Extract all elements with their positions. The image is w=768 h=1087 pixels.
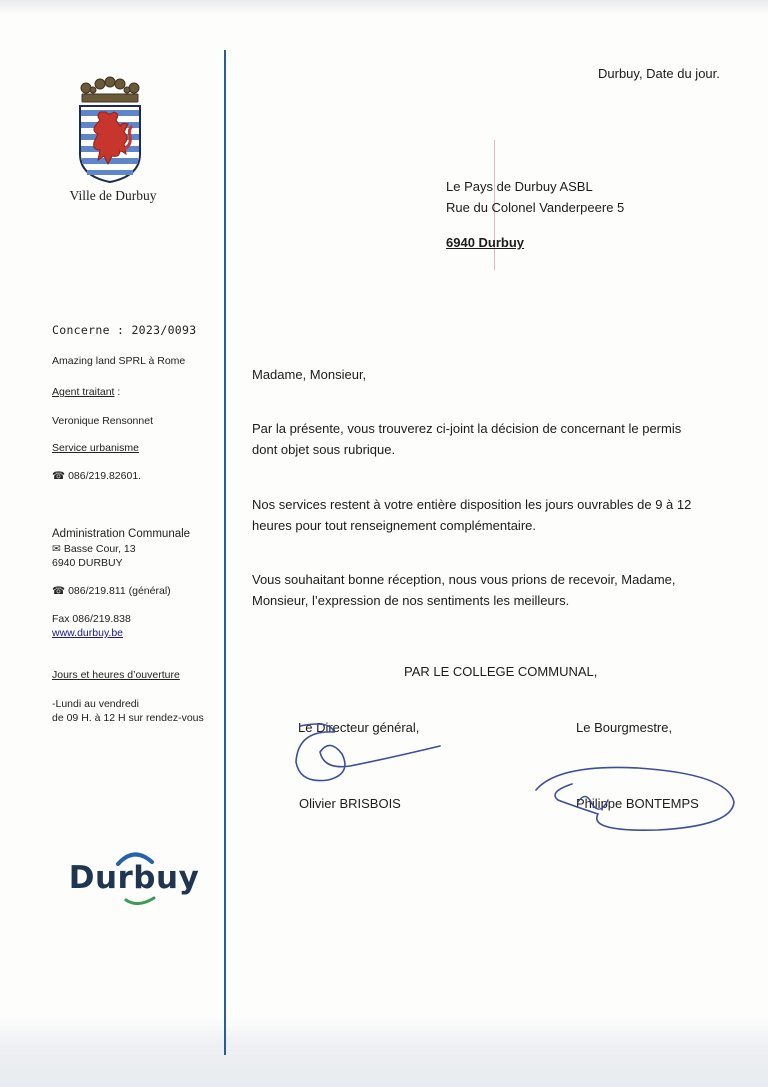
subject-line: Amazing land SPRL à Rome <box>52 355 186 367</box>
paragraph-3-line-1: Vous souhaitant bonne réception, nous vous prions de recevoir, Madame, <box>252 572 676 587</box>
coat-of-arms-icon <box>70 76 150 186</box>
website-link[interactable]: www.durbuy.be <box>52 627 124 639</box>
recipient-name: Le Pays de Durbuy ASBL <box>446 179 593 194</box>
agent-name: Veronique Rensonnet <box>52 415 153 427</box>
reference-number: Concerne : 2023/0093 <box>52 323 197 337</box>
agent-label: Agent traitant <box>52 386 115 398</box>
hours-title: Jours et heures d’ouverture <box>52 669 180 681</box>
paragraph-1 <box>252 418 681 460</box>
municipality-name: Ville de Durbuy <box>69 188 157 203</box>
salutation: Madame, Monsieur, <box>252 367 367 382</box>
service-phone: 086/219.82601. <box>68 470 142 482</box>
college-heading: PAR LE COLLEGE COMMUNAL, <box>404 664 598 679</box>
mayor-name: Philippe BONTEMPS <box>576 796 699 811</box>
scan-shadow-top <box>0 0 768 14</box>
admin-phone-row <box>52 585 171 597</box>
hours-line-1: -Lundi au vendredi <box>52 698 139 710</box>
admin-phone: 086/219.811 (général) <box>68 585 171 597</box>
director-signature-icon <box>290 718 450 798</box>
admin-title: Administration Communale <box>52 528 191 540</box>
paragraph-2-line-1: Nos services restent à votre entière disposition les jours ouvrables de 9 à 12 <box>252 497 692 512</box>
paragraph-2-line-2: heures pour tout renseignement complémentaire. <box>252 518 536 533</box>
paragraph-3-line-2: Monsieur, l’expression de nos sentiments les meilleurs. <box>252 593 570 608</box>
recipient-city: 6940 Durbuy <box>446 235 525 250</box>
mayor-signature-icon <box>528 760 740 840</box>
agent-label-row <box>52 386 120 398</box>
scan-shadow-bottom <box>0 1018 768 1087</box>
letter-date: Durbuy, Date du jour. <box>598 66 720 81</box>
admin-city: 6940 DURBUY <box>52 557 123 569</box>
director-name: Olivier BRISBOIS <box>299 796 401 811</box>
admin-street: Basse Cour, 13 <box>63 543 136 555</box>
paragraph-1-line-1: Par la présente, vous trouverez ci-joint la décision de concernant le permis <box>252 421 682 436</box>
hours-line-2: de 09 H. à 12 H sur rendez-vous <box>52 712 204 724</box>
agent-colon: : <box>114 386 121 398</box>
logo-text: Durbuy <box>68 860 200 896</box>
admin-street-row <box>52 543 136 555</box>
vertical-rule <box>224 50 226 1055</box>
director-title: Le Directeur général, <box>298 720 420 735</box>
fax-number: Fax 086/219.838 <box>52 613 131 625</box>
mayor-title: Le Bourgmestre, <box>576 720 673 735</box>
recipient-street: Rue du Colonel Vanderpeere 5 <box>446 200 625 215</box>
paragraph-1-line-2: dont objet sous rubrique. <box>252 442 396 457</box>
paragraph-2 <box>252 494 691 536</box>
service-label: Service urbanisme <box>52 442 139 454</box>
paragraph-3 <box>252 569 676 611</box>
telephone-icon: ☎ <box>52 470 66 482</box>
service-phone-row <box>52 470 141 482</box>
telephone-icon: ☎ <box>52 585 66 597</box>
envelope-icon: ✉ <box>52 543 61 555</box>
durbuy-logo <box>66 848 202 906</box>
